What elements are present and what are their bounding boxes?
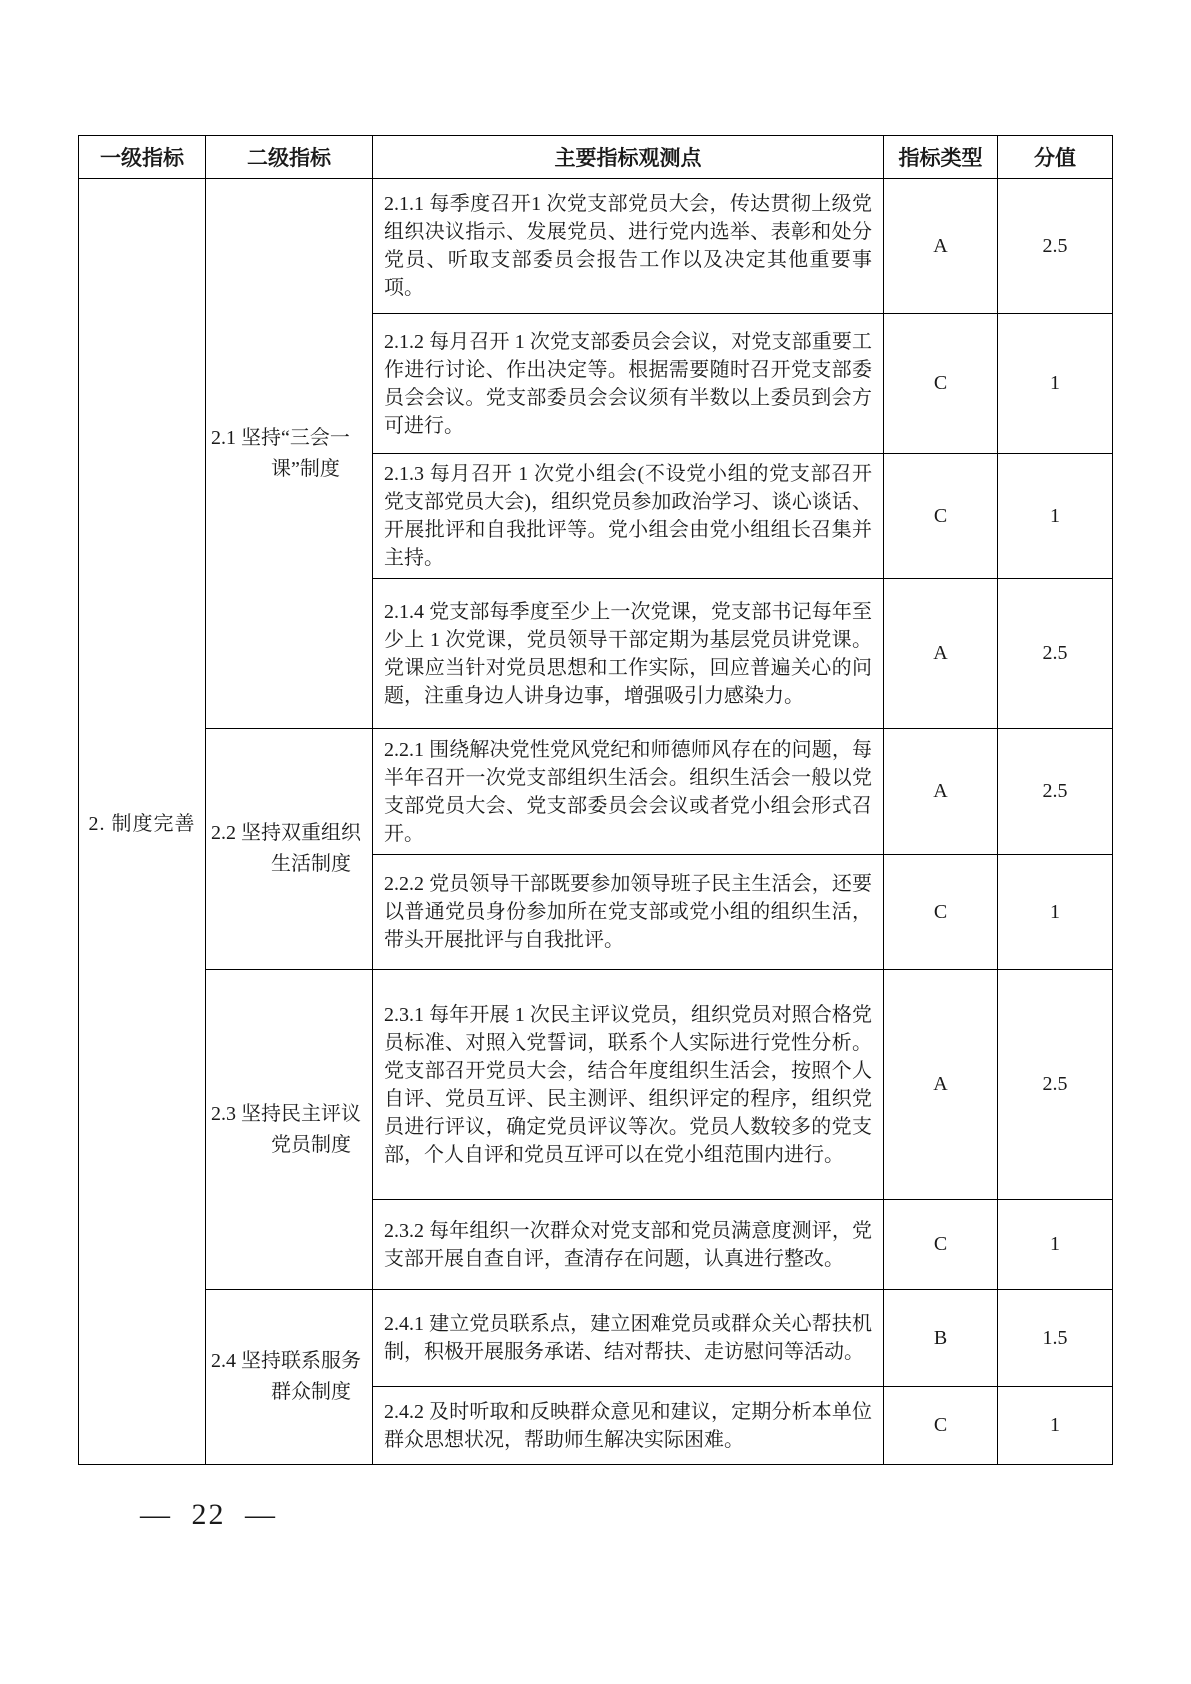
observation-text: 2.1.1 每季度召开1 次党支部党员大会，传达贯彻上级党组织决议指示、发展党员、进行党内选举、表彰和处分党员、听取支部委员会报告工作以及决定其他重要事项。	[384, 193, 872, 299]
level2-label: 2.3 坚持民主评议党员制度	[211, 1102, 361, 1156]
observation-cell	[373, 179, 884, 314]
level2-label: 2.2 坚持双重组织生活制度	[211, 822, 361, 875]
observation-cell	[373, 1200, 884, 1290]
indicator-table	[78, 135, 1113, 1465]
header-type: 指标类型	[884, 136, 998, 179]
table-row	[79, 970, 1113, 1200]
type-cell: A	[884, 179, 998, 314]
observation-text: 2.1.4 党支部每季度至少上一次党课，党支部书记每年至少上 1 次党课，党员领导干部定期为基层党员讲党课。党课应当针对党员思想和工作实际，回应普遍关心的问题，注重身边人讲身边事，增强吸引力感染力。	[384, 600, 872, 707]
score-cell: 2.5	[998, 179, 1113, 314]
type-cell: C	[884, 1200, 998, 1290]
observation-text: 2.3.1 每年开展 1 次民主评议党员，组织党员对照合格党员标准、对照入党誓词，联系个人实际进行党性分析。党支部召开党员大会，结合年度组织生活会，按照个人自评、党员互评、民主测评、组织评定的程序，组织党员进行评议，确定党员评议等次。党员人数较多的党支部，个人自评和党员互评可以在党小组范围内进行。	[384, 1003, 872, 1166]
type-cell: C	[884, 454, 998, 579]
score-cell: 2.5	[998, 970, 1113, 1200]
level2-label: 2.4 坚持联系服务群众制度	[211, 1350, 361, 1403]
observation-cell	[373, 855, 884, 970]
observation-text: 2.1.3 每月召开 1 次党小组会(不设党小组的党支部召开党支部党员大会)，组织党员参加政治学习、谈心谈话、开展批评和自我批评等。党小组会由党小组组长召集并主持。	[384, 463, 872, 569]
score-cell: 1	[998, 855, 1113, 970]
score-cell: 2.5	[998, 579, 1113, 729]
type-cell: C	[884, 1387, 998, 1465]
type-cell: C	[884, 855, 998, 970]
header-level1: 一级指标	[79, 136, 206, 179]
observation-cell	[373, 314, 884, 454]
observation-text: 2.4.1 建立党员联系点，建立困难党员或群众关心帮扶机制，积极开展服务承诺、结对帮扶、走访慰问等活动。	[384, 1313, 872, 1363]
type-cell: A	[884, 579, 998, 729]
score-cell: 1	[998, 1387, 1113, 1465]
level2-indicator-cell-2-1	[206, 179, 373, 729]
score-cell: 1	[998, 314, 1113, 454]
observation-cell	[373, 1290, 884, 1387]
observation-text: 2.3.2 每年组织一次群众对党支部和党员满意度测评，党支部开展自查自评，查清存在问题，认真进行整改。	[384, 1219, 872, 1270]
observation-cell	[373, 579, 884, 729]
observation-text: 2.1.2 每月召开 1 次党支部委员会会议，对党支部重要工作进行讨论、作出决定等。根据需要随时召开党支部委员会会议。党支部委员会会议须有半数以上委员到会方可进行。	[384, 330, 872, 437]
table-row	[79, 1290, 1113, 1387]
type-cell: B	[884, 1290, 998, 1387]
table-header-row	[79, 136, 1113, 179]
observation-text: 2.2.1 围绕解决党性党风党纪和师德师风存在的问题，每半年召开一次党支部组织生活会。组织生活会一般以党支部党员大会、党支部委员会会议或者党小组会形式召开。	[384, 738, 872, 845]
page-number: — 22 —	[140, 1498, 277, 1531]
score-cell: 1	[998, 454, 1113, 579]
header-level2: 二级指标	[206, 136, 373, 179]
type-cell: A	[884, 970, 998, 1200]
type-cell: C	[884, 314, 998, 454]
header-score: 分值	[998, 136, 1113, 179]
type-cell: A	[884, 729, 998, 855]
level2-indicator-cell-2-2	[206, 729, 373, 970]
score-cell: 1.5	[998, 1290, 1113, 1387]
score-cell: 2.5	[998, 729, 1113, 855]
table-row	[79, 179, 1113, 314]
level2-label: 2.1 坚持“三会一课”制度	[211, 426, 350, 480]
header-observation: 主要指标观测点	[373, 136, 884, 179]
observation-cell	[373, 1387, 884, 1465]
observation-cell	[373, 729, 884, 855]
table-row	[79, 729, 1113, 855]
level2-indicator-cell-2-3	[206, 970, 373, 1290]
score-cell: 1	[998, 1200, 1113, 1290]
observation-text: 2.2.2 党员领导干部既要参加领导班子民主生活会，还要以普通党员身份参加所在党支部或党小组的组织生活，带头开展批评与自我批评。	[384, 873, 872, 951]
level1-indicator-cell: 2. 制度完善	[79, 179, 206, 1465]
observation-cell	[373, 970, 884, 1200]
observation-cell	[373, 454, 884, 579]
level2-indicator-cell-2-4	[206, 1290, 373, 1465]
observation-text: 2.4.2 及时听取和反映群众意见和建议，定期分析本单位群众思想状况，帮助师生解决实际困难。	[384, 1400, 872, 1451]
